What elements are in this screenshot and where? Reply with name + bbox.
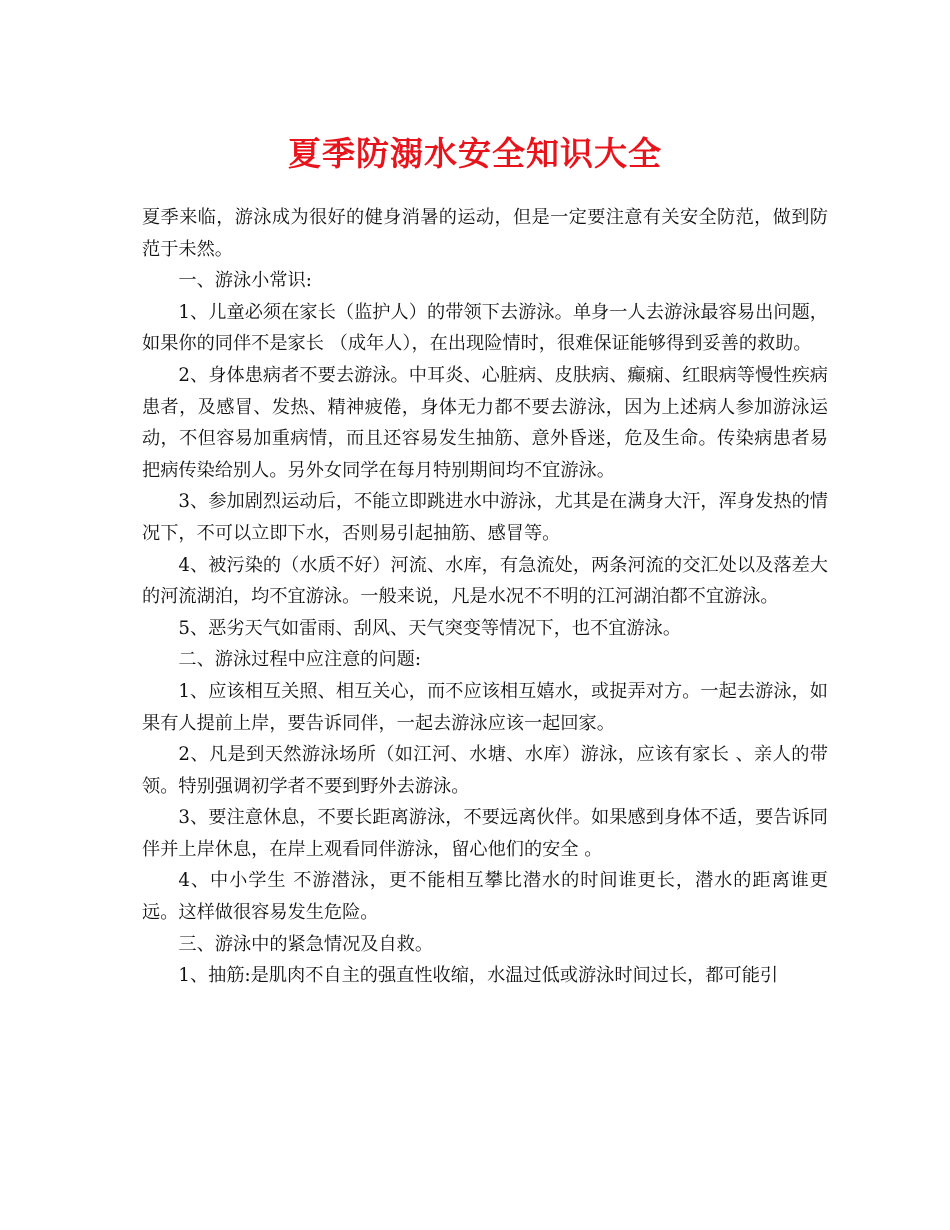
section1-item: 1、儿童必须在家长（监护人）的带领下去游泳。单身一人去游泳最容易出问题，如果你的同伴不是家长 （成年人），在出现险情时，很难保证能够得到妥善的救助。 bbox=[142, 301, 828, 355]
section-heading-2: 二、游泳过程中应注意的问题: bbox=[178, 649, 421, 671]
document-body bbox=[142, 202, 828, 992]
section-heading-1: 一、游泳小常识: bbox=[178, 270, 312, 292]
section3-item: 1、抽筋:是肌肉不自主的强直性收缩，水温过低或游泳时间过长，都可能引 bbox=[178, 965, 779, 987]
section2-item: 3、要注意休息，不要长距离游泳，不要远离伙伴。如果感到身体不适，要告诉同伴并上岸休息，在岸上观看同伴游泳，留心他们的安全 。 bbox=[142, 807, 828, 860]
section-heading-3: 三、游泳中的紧急情况及自救。 bbox=[178, 933, 434, 955]
section1-item: 4、被污染的（水质不好）河流、水库，有急流处，两条河流的交汇处以及落差大的河流湖泊，均不宜游泳。一般来说，凡是水况不不明的江河湖泊都不宜游泳。 bbox=[142, 554, 828, 608]
document-title: 夏季防溺水安全知识大全 bbox=[288, 134, 662, 173]
section1-item: 5、恶劣天气如雷雨、刮风、天气突变等情况下，也不宜游泳。 bbox=[178, 617, 682, 639]
section1-item: 2、身体患病者不要去游泳。中耳炎、心脏病、皮肤病、癫痫、红眼病等慢性疾病患者，及感冒、发热、精神疲倦，身体无力都不要去游泳，因为上述病人参加游泳运动，不但容易加重病情，而且还容易发生抽筋、意外昏迷，危及生命。传染病患者易把病传染给别人。另外女同学在每月特别期间均不宜游泳。 bbox=[142, 364, 828, 481]
section1-item: 3、参加剧烈运动后，不能立即跳进水中游泳，尤其是在满身大汗，浑身发热的情况下，不可以立即下水，否则易引起抽筋、感冒等。 bbox=[142, 491, 828, 544]
section2-item: 4、中小学生 不游潜泳，更不能相互攀比潜水的时间谁更长，潜水的距离谁更远。这样做很容易发生危险。 bbox=[142, 870, 828, 924]
section2-item: 2、凡是到天然游泳场所（如江河、水塘、水库）游泳，应该有家长 、亲人的带领。特别强调初学者不要到野外去游泳。 bbox=[142, 744, 828, 797]
intro-paragraph: 夏季来临，游泳成为很好的健身消暑的运动，但是一定要注意有关安全防范，做到防范于未然。 bbox=[142, 207, 828, 260]
section2-item: 1、应该相互关照、相互关心，而不应该相互嬉水，或捉弄对方。一起去游泳，如果有人提前上岸，要告诉同伴，一起去游泳应该一起回家。 bbox=[142, 680, 828, 734]
